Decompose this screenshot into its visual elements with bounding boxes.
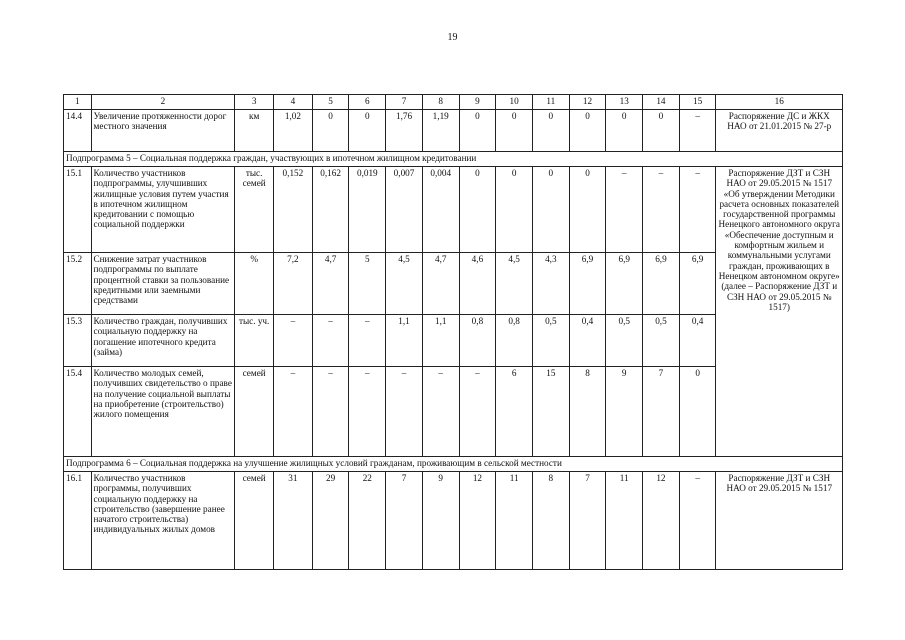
- unit-cell: тыс. семей: [235, 167, 274, 253]
- value-cell: –: [312, 315, 349, 367]
- header-cell: 14: [643, 95, 680, 110]
- value-cell: –: [274, 315, 313, 367]
- unit-cell: семей: [235, 367, 274, 457]
- value-cell: 4,7: [312, 253, 349, 315]
- value-cell: 0: [349, 110, 386, 152]
- source-document: Распоряжение ДЗТ и СЗН НАО от 29.05.2015 № 1517 «Об утверждении Методики расчета основных показателей государственной программы Ненецкого автономного округа «Обеспечение доступным и комфортным жильем и коммунальными услугами граждан, проживающих в Ненецком автономном округе» (далее – Распоряжение ДЗТ и СЗН НАО от 29.05.2015 № 1517): [716, 167, 843, 457]
- page-number: 19: [447, 32, 458, 43]
- value-cell: 11: [606, 472, 643, 570]
- value-cell: 0,4: [679, 315, 716, 367]
- value-cell: 7: [643, 367, 680, 457]
- value-cell: 0: [679, 367, 716, 457]
- value-cell: 11: [496, 472, 533, 570]
- section-title: Подпрограмма 6 – Социальная поддержка на улучшение жилищных условий гражданам, проживающим в сельской местности: [64, 457, 843, 472]
- value-cell: –: [349, 367, 386, 457]
- value-cell: 1,1: [386, 315, 423, 367]
- indicator-name: Количество участников программы, получивших социальную поддержку на строительство (завершение ранее начатого строительства) индивидуальных жилых домов: [91, 472, 235, 570]
- value-cell: 0: [459, 167, 496, 253]
- value-cell: 0: [532, 167, 569, 253]
- value-cell: 22: [349, 472, 386, 570]
- value-cell: 1,19: [422, 110, 459, 152]
- value-cell: 4,5: [386, 253, 423, 315]
- section-row: [64, 152, 843, 167]
- value-cell: –: [679, 110, 716, 152]
- unit-cell: тыс. уч.: [235, 315, 274, 367]
- value-cell: 0,8: [459, 315, 496, 367]
- value-cell: 4,3: [532, 253, 569, 315]
- header-cell: 4: [274, 95, 313, 110]
- value-cell: –: [459, 367, 496, 457]
- unit-cell: км: [235, 110, 274, 152]
- table-row: [64, 167, 843, 253]
- header-cell: 8: [422, 95, 459, 110]
- value-cell: –: [312, 367, 349, 457]
- value-cell: –: [422, 367, 459, 457]
- value-cell: 6,9: [679, 253, 716, 315]
- value-cell: 12: [459, 472, 496, 570]
- value-cell: 7: [386, 472, 423, 570]
- row-number: 14.4: [64, 110, 92, 152]
- row-number: 16.1: [64, 472, 92, 570]
- table-row: [64, 472, 843, 570]
- value-cell: 4,7: [422, 253, 459, 315]
- value-cell: 0,5: [643, 315, 680, 367]
- row-number: 15.4: [64, 367, 92, 457]
- value-cell: 5: [349, 253, 386, 315]
- value-cell: 0: [312, 110, 349, 152]
- row-number: 15.3: [64, 315, 92, 367]
- indicator-name: Снижение затрат участников подпрограммы по выплате процентной ставки за пользование кредитными или заемными средствами: [91, 253, 235, 315]
- value-cell: 0: [532, 110, 569, 152]
- value-cell: 0,5: [532, 315, 569, 367]
- value-cell: 0,007: [386, 167, 423, 253]
- value-cell: –: [679, 167, 716, 253]
- header-cell: 7: [386, 95, 423, 110]
- section-row: [64, 457, 843, 472]
- indicator-name: Количество граждан, получивших социальную поддержку на погашение ипотечного кредита (займа): [91, 315, 235, 367]
- value-cell: 6,9: [569, 253, 606, 315]
- value-cell: –: [274, 367, 313, 457]
- header-cell: 9: [459, 95, 496, 110]
- value-cell: 31: [274, 472, 313, 570]
- header-cell: 12: [569, 95, 606, 110]
- value-cell: 9: [606, 367, 643, 457]
- value-cell: 6: [496, 367, 533, 457]
- value-cell: 1,1: [422, 315, 459, 367]
- value-cell: 4,6: [459, 253, 496, 315]
- row-number: 15.1: [64, 167, 92, 253]
- value-cell: 8: [532, 472, 569, 570]
- header-cell: 2: [91, 95, 235, 110]
- unit-cell: %: [235, 253, 274, 315]
- value-cell: 0,8: [496, 315, 533, 367]
- indicator-name: Увеличение протяженности дорог местного значения: [91, 110, 235, 152]
- header-cell: 1: [64, 95, 92, 110]
- value-cell: –: [349, 315, 386, 367]
- row-number: 15.2: [64, 253, 92, 315]
- header-cell: 6: [349, 95, 386, 110]
- value-cell: 6,9: [606, 253, 643, 315]
- value-cell: 15: [532, 367, 569, 457]
- unit-cell: семей: [235, 472, 274, 570]
- value-cell: 0: [459, 110, 496, 152]
- value-cell: 0: [569, 110, 606, 152]
- value-cell: 1,76: [386, 110, 423, 152]
- value-cell: 29: [312, 472, 349, 570]
- value-cell: 7: [569, 472, 606, 570]
- value-cell: 7,2: [274, 253, 313, 315]
- value-cell: –: [679, 472, 716, 570]
- value-cell: 6,9: [643, 253, 680, 315]
- header-cell: 13: [606, 95, 643, 110]
- source-document: Распоряжение ДС и ЖКХ НАО от 21.01.2015 № 27-р: [716, 110, 843, 152]
- value-cell: 0,4: [569, 315, 606, 367]
- value-cell: 0: [496, 110, 533, 152]
- value-cell: 0: [606, 110, 643, 152]
- value-cell: 0,019: [349, 167, 386, 253]
- value-cell: –: [643, 167, 680, 253]
- indicator-name: Количество молодых семей, получивших свидетельство о праве на получение социальной выплаты на приобретение (строительство) жилого помещения: [91, 367, 235, 457]
- source-document: Распоряжение ДЗТ и СЗН НАО от 29.05.2015 № 1517: [716, 472, 843, 570]
- header-cell: 11: [532, 95, 569, 110]
- section-title: Подпрограмма 5 – Социальная поддержка граждан, участвующих в ипотечном жилищном кредитовании: [64, 152, 843, 167]
- value-cell: 0: [643, 110, 680, 152]
- indicators-table: [63, 94, 843, 570]
- table-row: [64, 110, 843, 152]
- value-cell: 9: [422, 472, 459, 570]
- header-row: [64, 95, 843, 110]
- value-cell: 1,02: [274, 110, 313, 152]
- header-cell: 3: [235, 95, 274, 110]
- value-cell: –: [606, 167, 643, 253]
- header-cell: 15: [679, 95, 716, 110]
- header-cell: 16: [716, 95, 843, 110]
- value-cell: 0,5: [606, 315, 643, 367]
- header-cell: 5: [312, 95, 349, 110]
- value-cell: 4,5: [496, 253, 533, 315]
- value-cell: 0: [496, 167, 533, 253]
- value-cell: 0: [569, 167, 606, 253]
- header-cell: 10: [496, 95, 533, 110]
- value-cell: 0,152: [274, 167, 313, 253]
- value-cell: 8: [569, 367, 606, 457]
- value-cell: 0,162: [312, 167, 349, 253]
- value-cell: 0,004: [422, 167, 459, 253]
- indicator-name: Количество участников подпрограммы, улучшивших жилищные условия путем участия в ипотечном жилищном кредитовании с помощью социальной поддержки: [91, 167, 235, 253]
- value-cell: –: [386, 367, 423, 457]
- value-cell: 12: [643, 472, 680, 570]
